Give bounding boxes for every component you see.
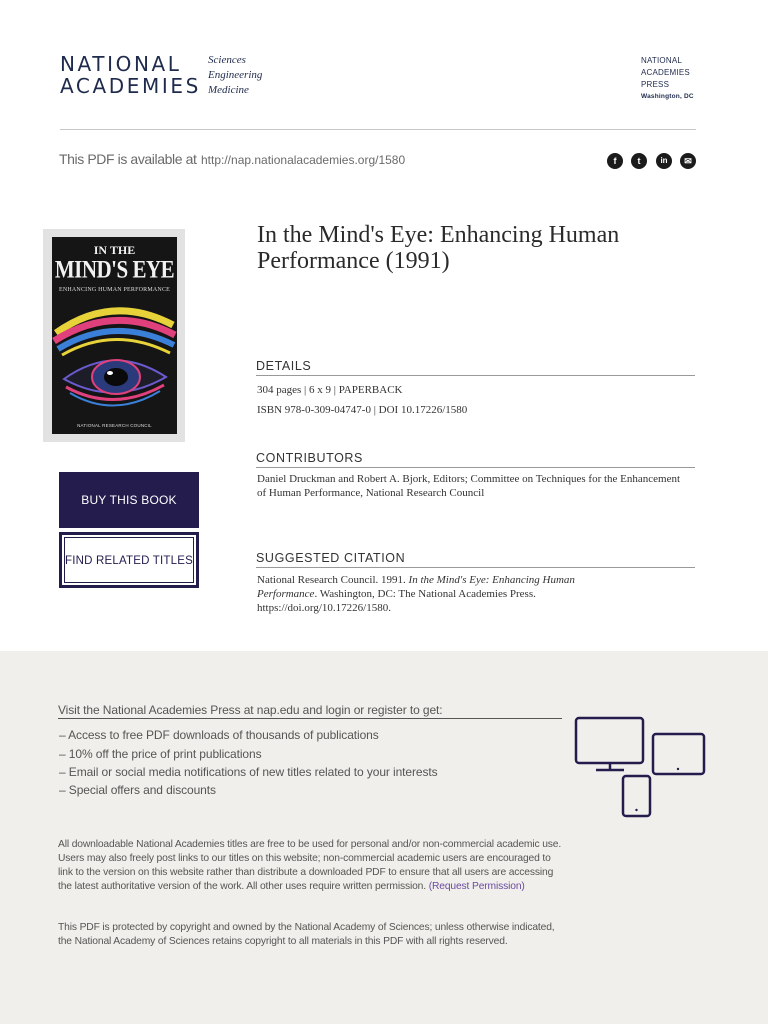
- cover-title-line2: MIND'S EYE: [54, 254, 175, 284]
- citation-heading: SUGGESTED CITATION: [256, 551, 406, 565]
- logo-sub-medicine: Medicine: [208, 84, 249, 96]
- eye-artwork: [52, 295, 177, 415]
- copyright-paragraph: This PDF is protected by copyright and owned by the National Academy of Sciences; unless otherwise indicated, the National Academy of Sciences retains copyright to all materials in this PDF with all rights reserved.: [58, 922, 555, 947]
- national-academies-logo: [60, 52, 263, 98]
- availability-label: This PDF is available at: [59, 151, 197, 167]
- logo-line-national: NATIONAL: [60, 52, 182, 76]
- cover-title-line1: IN THE: [93, 243, 136, 257]
- linkedin-icon[interactable]: in: [656, 153, 672, 169]
- citation-divider: [256, 567, 695, 568]
- perk-item: – Special offers and discounts: [59, 783, 216, 797]
- details-isbn-doi: ISBN 978-0-309-04747-0 | DOI 10.17226/1580: [257, 404, 468, 416]
- cover-publisher: NATIONAL RESEARCH COUNCIL: [77, 423, 152, 428]
- citation-title: In the Mind's Eye: Enhancing Human Performance: [257, 574, 575, 600]
- contributors-text: Daniel Druckman and Robert A. Bjork, Editors; Committee on Techniques for the Enhancement of Human Performance, National Research Council: [257, 473, 681, 499]
- perk-item: – Access to free PDF downloads of thousands of publications: [59, 728, 379, 742]
- email-icon[interactable]: ✉: [680, 153, 696, 169]
- cover-subtitle: ENHANCING HUMAN PERFORMANCE: [58, 287, 171, 293]
- availability-url-link[interactable]: http://nap.nationalacademies.org/1580: [201, 153, 406, 167]
- citation-prefix: National Research Council. 1991.: [257, 574, 409, 586]
- book-cover-frame: [43, 229, 185, 442]
- contributors-heading: CONTRIBUTORS: [256, 451, 363, 465]
- press-line-1: NATIONAL: [641, 56, 683, 65]
- usage-terms-paragraph: [58, 838, 564, 894]
- logo-subtitle: [208, 53, 262, 98]
- citation-suffix: . Washington, DC: The National Academies Press. https://doi.org/10.17226/1580.: [257, 588, 536, 614]
- book-title: In the Mind's Eye: Enhancing Human Performance (1991): [257, 222, 620, 274]
- twitter-icon[interactable]: t: [631, 153, 647, 169]
- logo-line-academies: ACADEMIES: [60, 74, 201, 98]
- perk-item: – Email or social media notifications of new titles related to your interests: [59, 765, 438, 779]
- visit-nap-text: Visit the National Academies Press at nap.edu and login or register to get:: [58, 703, 443, 717]
- visit-divider: [58, 718, 562, 719]
- book-cover-image: [52, 237, 177, 434]
- details-divider: [256, 375, 695, 376]
- find-related-titles-button[interactable]: [59, 532, 199, 588]
- request-permission-link[interactable]: (Request Permission): [428, 881, 525, 892]
- contributors-divider: [256, 467, 695, 468]
- details-heading: DETAILS: [256, 359, 312, 373]
- facebook-icon[interactable]: f: [607, 153, 623, 169]
- details-pages-format: 304 pages | 6 x 9 | PAPERBACK: [257, 384, 403, 396]
- devices-icon: [572, 715, 712, 820]
- logo-sub-engineering: Engineering: [208, 69, 263, 81]
- usage-terms-text: All downloadable National Academies titles are free to be used for personal and/or non-commercial academic use. Users may also freely post links to our titles on this website; non-commercial academic users are encouraged to link to the version on this website rather than distribute a downloaded PDF to ensure that all users are accessing the latest authoritative version of the work. All other uses require written permission.: [58, 839, 562, 892]
- press-line-3: PRESS: [641, 80, 670, 89]
- buy-this-book-button[interactable]: BUY THIS BOOK: [59, 472, 199, 528]
- citation-text: [257, 573, 602, 615]
- find-related-titles-label: FIND RELATED TITLES: [64, 537, 194, 583]
- press-city: Washington, DC: [641, 93, 694, 100]
- press-line-2: ACADEMIES: [641, 68, 690, 77]
- logo-sub-sciences: Sciences: [208, 54, 246, 66]
- perk-item: – 10% off the price of print publications: [59, 747, 262, 761]
- nap-press-logo: [641, 55, 694, 103]
- header-divider: [60, 129, 696, 130]
